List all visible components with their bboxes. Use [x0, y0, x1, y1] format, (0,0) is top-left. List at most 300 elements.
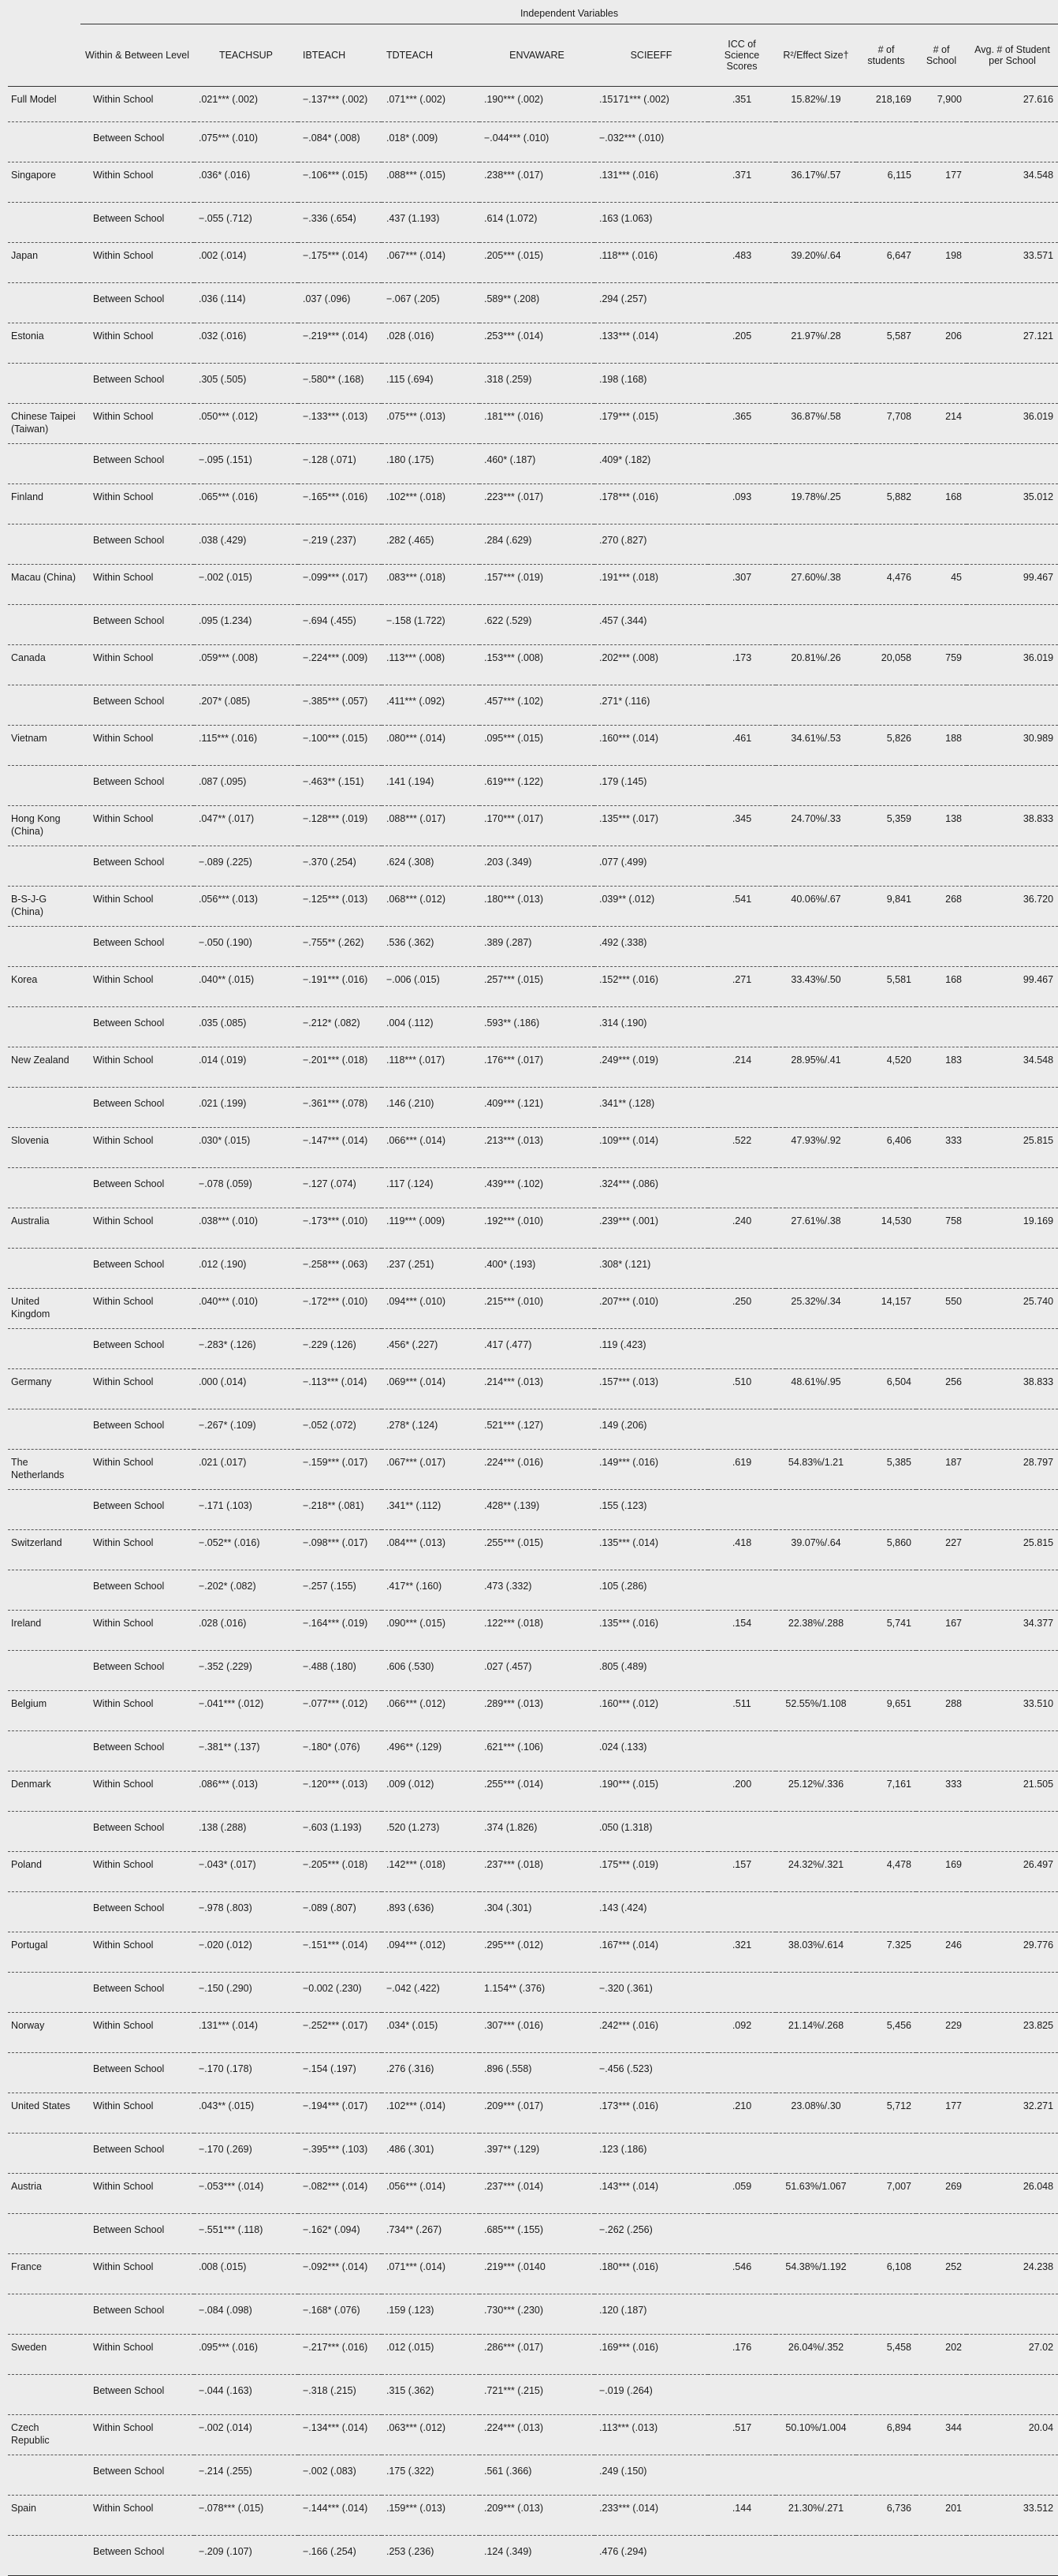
cell-students: 5,741: [856, 1611, 916, 1651]
cell-schools: 229: [916, 2013, 967, 2053]
cell-students: [856, 846, 916, 887]
cell-students: [856, 1007, 916, 1047]
cell-students: [856, 122, 916, 162]
cell-schools: 187: [916, 1450, 967, 1490]
cell-effect: 28.95%/.41: [776, 1047, 856, 1088]
cell-level: Within School: [80, 484, 194, 525]
cell-teachsup: .038 (.429): [194, 525, 298, 565]
cell-envaware: .473 (.332): [479, 1570, 594, 1611]
cell-envaware: .253*** (.014): [479, 323, 594, 364]
cell-schools: [916, 766, 967, 806]
cell-ibteach: −.128*** (.019): [298, 806, 382, 846]
cell-country: Australia: [8, 1208, 80, 1249]
cell-scieeff: .077 (.499): [594, 846, 708, 887]
cell-teachsup: −.283* (.126): [194, 1329, 298, 1369]
cell-schools: 167: [916, 1611, 967, 1651]
cell-teachsup: −.043* (.017): [194, 1852, 298, 1892]
cell-schools: [916, 1088, 967, 1128]
cell-avg: 25.740: [967, 1289, 1058, 1329]
cell-icc: [708, 2214, 776, 2254]
cell-scieeff: .15171*** (.002): [599, 94, 669, 105]
cell-avg: 99.467: [967, 967, 1058, 1007]
cell-teachsup: −.209 (.107): [194, 2536, 298, 2576]
cell-schools: [916, 444, 967, 484]
cell-teachsup: .059*** (.008): [194, 645, 298, 685]
cell-scieeff: −.262 (.256): [594, 2214, 708, 2254]
cell-students: 14,530: [856, 1208, 916, 1249]
cell-scieeff: .175*** (.019): [594, 1852, 708, 1892]
cell-ibteach: −.113*** (.014): [298, 1369, 382, 1409]
cell-schools: 168: [916, 967, 967, 1007]
cell-teachsup: −.095 (.151): [194, 444, 298, 484]
cell-envaware: .176*** (.017): [479, 1047, 594, 1088]
cell-country: [8, 444, 80, 484]
cell-envaware: .409*** (.121): [479, 1088, 594, 1128]
cell-tdteach: .018* (.009): [382, 122, 479, 162]
cell-tdteach: .088*** (.017): [382, 806, 479, 846]
cell-scieeff: .409* (.182): [594, 444, 708, 484]
table-row: [8, 323, 1058, 364]
cell-students: [856, 1249, 916, 1289]
cell-ibteach: −.755** (.262): [298, 927, 382, 967]
cell-icc: [708, 1651, 776, 1691]
cell-students: 4,476: [856, 565, 916, 605]
cell-tdteach: .119*** (.009): [382, 1208, 479, 1249]
cell-avg: [967, 846, 1058, 887]
cell-country: Austria: [8, 2174, 80, 2214]
cell-schools: [916, 605, 967, 645]
cell-effect: 27.61%/.38: [776, 1208, 856, 1249]
cell-teachsup: −.170 (.269): [194, 2134, 298, 2174]
cell-level: Between School: [80, 283, 194, 323]
cell-schools: [916, 1007, 967, 1047]
cell-country: [8, 2536, 80, 2576]
cell-envaware: .224*** (.016): [479, 1450, 594, 1490]
cell-tdteach: .056*** (.014): [382, 2174, 479, 2214]
cell-scieeff: .324*** (.086): [594, 1168, 708, 1208]
cell-level: Between School: [80, 1329, 194, 1369]
cell-schools: 201: [916, 2496, 967, 2536]
cell-tdteach: .141 (.194): [382, 766, 479, 806]
cell-scieeff: .163 (1.063): [594, 203, 708, 243]
cell-schools: 227: [916, 1530, 967, 1570]
cell-tdteach: −.006 (.015): [382, 967, 479, 1007]
cell-schools: [916, 1570, 967, 1611]
cell-effect: [776, 1409, 856, 1450]
cell-tdteach: .456* (.227): [382, 1329, 479, 1369]
cell-teachsup: .138 (.288): [194, 1812, 298, 1852]
cell-ibteach: −.125*** (.013): [298, 887, 382, 927]
cell-teachsup: .008 (.015): [194, 2254, 298, 2294]
cell-schools: [916, 1409, 967, 1450]
cell-scieeff: .179*** (.015): [594, 404, 708, 444]
cell-teachsup: .056*** (.013): [194, 887, 298, 927]
table-row: [8, 1128, 1058, 1168]
cell-effect: 24.70%/.33: [776, 806, 856, 846]
table-row: [8, 122, 1058, 162]
cell-teachsup: −.171 (.103): [194, 1490, 298, 1530]
cell-scieeff: .173*** (.016): [594, 2093, 708, 2134]
cell-students: 6,647: [856, 243, 916, 283]
cell-envaware: .027 (.457): [479, 1651, 594, 1691]
table-row: [8, 1932, 1058, 1973]
cell-envaware: .295*** (.012): [479, 1932, 594, 1973]
cell-tdteach: .102*** (.014): [382, 2093, 479, 2134]
cell-tdteach: .278* (.124): [382, 1409, 479, 1450]
cell-schools: [916, 1168, 967, 1208]
cell-effect: [776, 525, 856, 565]
cell-avg: [967, 2214, 1058, 2254]
cell-schools: 198: [916, 243, 967, 283]
cell-ibteach: −.106*** (.015): [298, 162, 382, 203]
cell-envaware: .213*** (.013): [479, 1128, 594, 1168]
cell-envaware: .255*** (.014): [479, 1771, 594, 1812]
cell-level: Between School: [80, 605, 194, 645]
cell-country: [8, 525, 80, 565]
cell-teachsup: .040** (.015): [194, 967, 298, 1007]
cell-ibteach: −.092*** (.014): [298, 2254, 382, 2294]
cell-envaware: 1.154** (.376): [479, 1973, 594, 2013]
cell-students: 5,456: [856, 2013, 916, 2053]
cell-teachsup: −.078*** (.015): [194, 2496, 298, 2536]
cell-icc: .144: [708, 2496, 776, 2536]
cell-effect: 22.38%/.288: [776, 1611, 856, 1651]
table-body: [8, 87, 1058, 2576]
cell-effect: [776, 2536, 856, 2576]
cell-country: [8, 2375, 80, 2415]
cell-students: [856, 2214, 916, 2254]
cell-avg: [967, 1651, 1058, 1691]
cell-level: Between School: [80, 2294, 194, 2335]
cell-ibteach: −.173*** (.010): [298, 1208, 382, 1249]
cell-level: Within School: [93, 94, 154, 105]
cell-scieeff: .152*** (.016): [594, 967, 708, 1007]
cell-avg: [967, 766, 1058, 806]
cell-icc: [708, 1812, 776, 1852]
cell-tdteach: .276 (.316): [382, 2053, 479, 2093]
cell-ibteach: −.229 (.126): [298, 1329, 382, 1369]
cell-avg: [967, 1490, 1058, 1530]
cell-students: [856, 2455, 916, 2496]
cell-avg: 25.815: [967, 1530, 1058, 1570]
cell-tdteach: .071*** (.014): [382, 2254, 479, 2294]
cell-teachsup: −.150 (.290): [194, 1973, 298, 2013]
cell-avg: [967, 444, 1058, 484]
cell-effect: [776, 2214, 856, 2254]
cell-country: [8, 1249, 80, 1289]
cell-icc: [708, 1409, 776, 1450]
cell-students: 5,860: [856, 1530, 916, 1570]
cell-students: 7,007: [856, 2174, 916, 2214]
cell-icc: [708, 1168, 776, 1208]
cell-level: Within School: [80, 565, 194, 605]
cell-icc: .240: [708, 1208, 776, 1249]
cell-avg: [967, 525, 1058, 565]
cell-scieeff: .143 (.424): [594, 1892, 708, 1932]
cell-tdteach: .012 (.015): [382, 2335, 479, 2375]
cell-country: [8, 2053, 80, 2093]
cell-ibteach: −.395*** (.103): [298, 2134, 382, 2174]
cell-envaware: .223*** (.017): [479, 484, 594, 525]
cell-level: Between School: [80, 1812, 194, 1852]
table-row: [8, 2335, 1058, 2375]
cell-ibteach: −.165*** (.016): [298, 484, 382, 525]
cell-scieeff: .113*** (.013): [594, 2415, 708, 2455]
table-row: [8, 1329, 1058, 1369]
cell-effect: 54.38%/1.192: [776, 2254, 856, 2294]
cell-level: Within School: [80, 1450, 194, 1490]
cell-country: [8, 1731, 80, 1771]
cell-avg: 33.510: [967, 1691, 1058, 1731]
cell-country: Norway: [8, 2013, 80, 2053]
cell-level: Within School: [80, 1047, 194, 1088]
cell-schools: [916, 283, 967, 323]
cell-students: [856, 2536, 916, 2576]
cell-envaware: .284 (.629): [479, 525, 594, 565]
cell-envaware: .153*** (.008): [479, 645, 594, 685]
cell-country: Germany: [8, 1369, 80, 1409]
cell-teachsup: .014 (.019): [194, 1047, 298, 1088]
cell-teachsup: .050*** (.012): [194, 404, 298, 444]
cell-scieeff: .135*** (.016): [594, 1611, 708, 1651]
cell-envaware: .619*** (.122): [479, 766, 594, 806]
cell-teachsup: −.044 (.163): [194, 2375, 298, 2415]
cell-teachsup: .032 (.016): [194, 323, 298, 364]
cell-level: Within School: [80, 645, 194, 685]
cell-schools: [916, 1490, 967, 1530]
cell-scieeff: .308* (.121): [594, 1249, 708, 1289]
cell-teachsup: −.053*** (.014): [194, 2174, 298, 2214]
cell-effect: [776, 203, 856, 243]
table-row: [8, 605, 1058, 645]
cell-students: [856, 766, 916, 806]
cell-avg: [967, 2294, 1058, 2335]
cell-schools: [916, 846, 967, 887]
cell-students: [856, 2375, 916, 2415]
cell-icc: .345: [708, 806, 776, 846]
cell-level: Between School: [80, 444, 194, 484]
table-row: [8, 2013, 1058, 2053]
cell-icc: [708, 1007, 776, 1047]
cell-tdteach: .180 (.175): [382, 444, 479, 484]
cell-avg: 38.833: [967, 806, 1058, 846]
cell-scieeff: −.456 (.523): [594, 2053, 708, 2093]
cell-tdteach: .520 (1.273): [382, 1812, 479, 1852]
cell-level: Within School: [80, 1771, 194, 1812]
cell-country: Vietnam: [8, 726, 80, 766]
cell-ibteach: −.127 (.074): [298, 1168, 382, 1208]
cell-schools: 7,900: [937, 94, 962, 105]
cell-effect: 40.06%/.67: [776, 887, 856, 927]
cell-teachsup: −.050 (.190): [194, 927, 298, 967]
cell-teachsup: .000 (.014): [194, 1369, 298, 1409]
table-row: [8, 927, 1058, 967]
cell-effect: 52.55%/1.108: [776, 1691, 856, 1731]
cell-effect: 54.83%/1.21: [776, 1450, 856, 1490]
cell-tdteach: .071*** (.002): [386, 94, 446, 105]
cell-ibteach: −.162* (.094): [298, 2214, 382, 2254]
cell-schools: 206: [916, 323, 967, 364]
cell-country: Denmark: [8, 1771, 80, 1812]
cell-tdteach: .237 (.251): [382, 1249, 479, 1289]
cell-ibteach: −.218** (.081): [298, 1490, 382, 1530]
cell-schools: 288: [916, 1691, 967, 1731]
table-row: [8, 2415, 1058, 2455]
cell-avg: [967, 1329, 1058, 1369]
cell-teachsup: .043** (.015): [194, 2093, 298, 2134]
cell-students: 218,169: [875, 94, 911, 105]
cell-envaware: .286*** (.017): [479, 2335, 594, 2375]
cell-level: Between School: [80, 1731, 194, 1771]
table-row: [8, 1249, 1058, 1289]
cell-level: Within School: [80, 2174, 194, 2214]
cell-avg: 33.571: [967, 243, 1058, 283]
cell-avg: [967, 1731, 1058, 1771]
cell-level: Within School: [80, 2496, 194, 2536]
cell-students: [856, 685, 916, 726]
cell-students: [856, 364, 916, 404]
group-label: Independent Variables: [80, 3, 1058, 24]
cell-teachsup: .036 (.114): [194, 283, 298, 323]
cell-tdteach: −.042 (.422): [382, 1973, 479, 2013]
cell-tdteach: .536 (.362): [382, 927, 479, 967]
cell-envaware: .304 (.301): [479, 1892, 594, 1932]
cell-tdteach: .417** (.160): [382, 1570, 479, 1611]
cell-students: [856, 927, 916, 967]
cell-effect: [776, 2455, 856, 2496]
cell-students: 6,115: [856, 162, 916, 203]
cell-scieeff: .169*** (.016): [594, 2335, 708, 2375]
cell-level: Between School: [80, 122, 194, 162]
cell-teachsup: .065*** (.016): [194, 484, 298, 525]
cell-scieeff: .249 (.150): [594, 2455, 708, 2496]
cell-country: United States: [8, 2093, 80, 2134]
cell-country: Sweden: [8, 2335, 80, 2375]
cell-avg: [967, 1973, 1058, 2013]
cell-effect: [776, 1088, 856, 1128]
cell-level: Within School: [80, 404, 194, 444]
header-blank: [8, 3, 80, 24]
table-row: [8, 1611, 1058, 1651]
cell-scieeff: .476 (.294): [594, 2536, 708, 2576]
cell-avg: 34.377: [967, 1611, 1058, 1651]
table-row: [8, 484, 1058, 525]
cell-icc: [708, 2134, 776, 2174]
cell-effect: [776, 1731, 856, 1771]
cell-schools: [916, 1329, 967, 1369]
cell-tdteach: .117 (.124): [382, 1168, 479, 1208]
cell-icc: [708, 685, 776, 726]
cell-students: [856, 1329, 916, 1369]
cell-tdteach: .088*** (.015): [382, 162, 479, 203]
cell-effect: [776, 1892, 856, 1932]
cell-teachsup: .002 (.014): [194, 243, 298, 283]
cell-schools: [916, 685, 967, 726]
cell-effect: 23.08%/.30: [776, 2093, 856, 2134]
cell-tdteach: .146 (.210): [382, 1088, 479, 1128]
cell-icc: .176: [708, 2335, 776, 2375]
cell-schools: 183: [916, 1047, 967, 1088]
cell-icc: [708, 927, 776, 967]
cell-country: [8, 766, 80, 806]
cell-envaware: .180*** (.013): [479, 887, 594, 927]
cell-teachsup: .030* (.015): [194, 1128, 298, 1168]
cell-effect: 38.03%/.614: [776, 1932, 856, 1973]
cell-tdteach: .090*** (.015): [382, 1611, 479, 1651]
cell-country: Japan: [8, 243, 80, 283]
cell-effect: [776, 1249, 856, 1289]
cell-effect: 39.20%/.64: [776, 243, 856, 283]
cell-scieeff: .239*** (.001): [594, 1208, 708, 1249]
cell-level: Within School: [80, 1932, 194, 1973]
table-row: [8, 1168, 1058, 1208]
cell-schools: [916, 525, 967, 565]
cell-students: 5,882: [856, 484, 916, 525]
cell-level: Within School: [80, 2093, 194, 2134]
cell-icc: [708, 846, 776, 887]
cell-envaware: .095*** (.015): [479, 726, 594, 766]
cell-icc: [708, 283, 776, 323]
cell-level: Within School: [80, 2254, 194, 2294]
cell-teachsup: −.202* (.082): [194, 1570, 298, 1611]
cell-envaware: .457*** (.102): [479, 685, 594, 726]
cell-ibteach: −.318 (.215): [298, 2375, 382, 2415]
cell-tdteach: .624 (.308): [382, 846, 479, 887]
cell-avg: [967, 1088, 1058, 1128]
col-header-country: [8, 24, 80, 87]
cell-envaware: .614 (1.072): [479, 203, 594, 243]
cell-students: 4,478: [856, 1852, 916, 1892]
cell-ibteach: −.194*** (.017): [298, 2093, 382, 2134]
table-row: [8, 283, 1058, 323]
cell-effect: 15.82%/.19: [791, 94, 841, 105]
cell-avg: [967, 1570, 1058, 1611]
col-header-students: # of students: [856, 24, 916, 87]
cell-scieeff: .039** (.012): [594, 887, 708, 927]
cell-ibteach: −.580** (.168): [298, 364, 382, 404]
cell-effect: 21.97%/.28: [776, 323, 856, 364]
cell-icc: [708, 203, 776, 243]
cell-ibteach: −.385*** (.057): [298, 685, 382, 726]
cell-envaware: .257*** (.015): [479, 967, 594, 1007]
cell-scieeff: .050 (1.318): [594, 1812, 708, 1852]
cell-scieeff: .024 (.133): [594, 1731, 708, 1771]
cell-teachsup: −.052** (.016): [194, 1530, 298, 1570]
cell-tdteach: .094*** (.012): [382, 1932, 479, 1973]
cell-teachsup: −.267* (.109): [194, 1409, 298, 1450]
cell-envaware: .192*** (.010): [479, 1208, 594, 1249]
cell-teachsup: .305 (.505): [194, 364, 298, 404]
table-row: [8, 1973, 1058, 2013]
cell-avg: [967, 1409, 1058, 1450]
table-row: [8, 2093, 1058, 2134]
cell-country: [8, 2134, 80, 2174]
cell-schools: [916, 2214, 967, 2254]
cell-level: Between School: [80, 2134, 194, 2174]
cell-effect: 21.30%/.271: [776, 2496, 856, 2536]
cell-icc: .517: [708, 2415, 776, 2455]
cell-country: [8, 1973, 80, 2013]
cell-icc: [708, 605, 776, 645]
cell-schools: [916, 2455, 967, 2496]
cell-country: [8, 685, 80, 726]
cell-country: [8, 283, 80, 323]
cell-icc: .546: [708, 2254, 776, 2294]
cell-effect: [776, 1570, 856, 1611]
cell-envaware: .157*** (.019): [479, 565, 594, 605]
cell-tdteach: −.067 (.205): [382, 283, 479, 323]
cell-students: [856, 1088, 916, 1128]
